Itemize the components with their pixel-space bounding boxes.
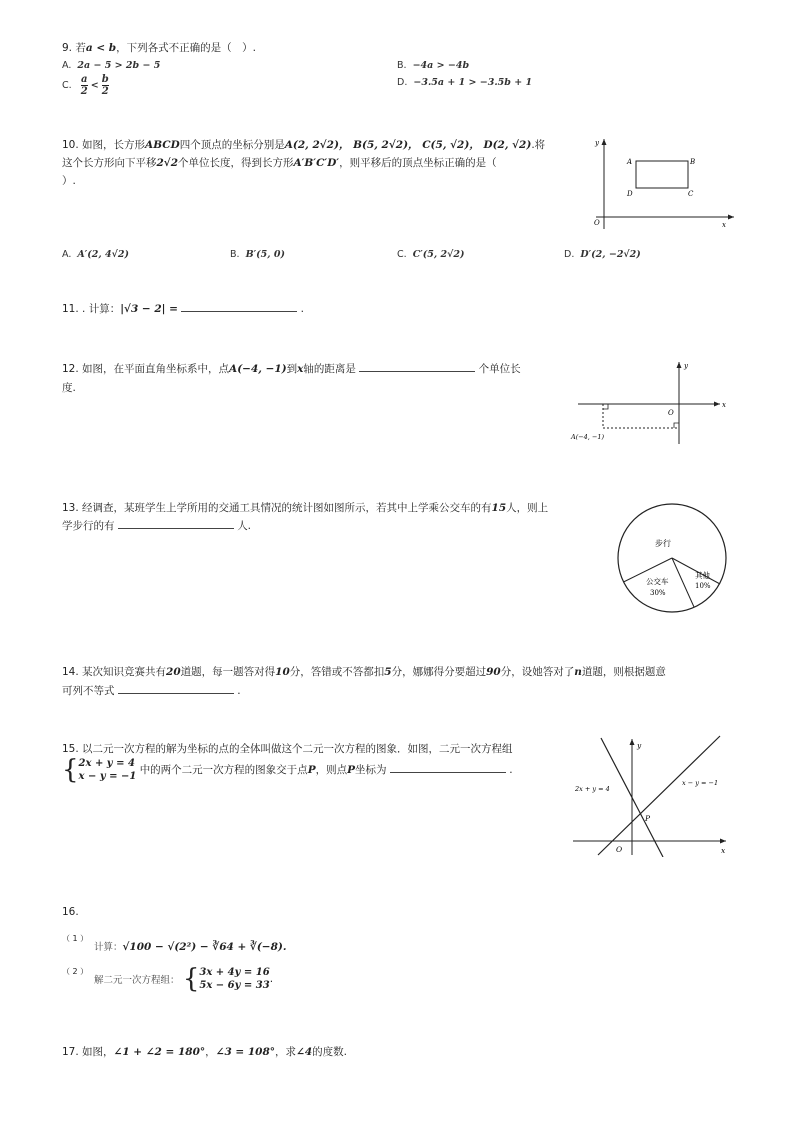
q10-figure: [582, 133, 742, 233]
origin-label: O: [668, 409, 674, 417]
y-axis-label: y: [595, 139, 599, 147]
q10-option-b[interactable]: B. B′(5, 0): [230, 249, 285, 260]
q16-number: 16.: [62, 906, 79, 918]
vertex-d-label: D: [627, 190, 633, 198]
q10-option-c[interactable]: C. C′(5, 2√2): [397, 249, 465, 260]
q17: 17. 如图，∠1 + ∠2 = 180°，∠3 = 108°，求∠4的度数.: [62, 1046, 347, 1058]
q10-line2: 这个长方形向下平移2√2个单位长度，得到长方形A′B′C′D′，则平移后的顶点坐标正确的是（: [62, 157, 497, 169]
point-a-label: A(−4, −1): [571, 433, 605, 441]
q13-answer-blank[interactable]: [118, 518, 234, 529]
q14-line1: 14. 某次知识竞赛共有20道题，每一题答对得10分，答错或不答都扣5分，娜娜得分要超过90分，设她答对了n道题，则根据题意: [62, 666, 666, 678]
q10-option-d[interactable]: D. D′(2, −2√2): [564, 249, 641, 260]
y-axis-label: y: [684, 362, 688, 370]
bus-label: 公交车: [646, 577, 669, 586]
q14-answer-blank[interactable]: [118, 683, 234, 694]
x-axis-label: x: [722, 401, 726, 409]
origin-label: O: [616, 845, 623, 854]
q10-line3: ）.: [62, 175, 76, 187]
other-percent: 10%: [695, 582, 711, 590]
q16-part1: 计算：√100 − √(2²) − ∛64 + ∛(−8).: [94, 941, 287, 953]
vertex-a-label: A: [627, 158, 633, 166]
q16-part2-label: （ 2 ）: [62, 967, 89, 976]
origin-label: O: [594, 219, 600, 227]
vertex-c-label: C: [688, 190, 694, 198]
q16-part1-label: （ 1 ）: [62, 934, 89, 943]
q10-line1: 10. 如图，长方形ABCD四个顶点的坐标分别是A(2, 2√2)， B(5, 2√2)， C(5, √2)， D(2, √2).将: [62, 139, 546, 151]
q9-stem: 9. 若a < b，下列各式不正确的是（ ）.: [62, 42, 256, 54]
q13-line2: 学步行的有 人.: [62, 520, 252, 532]
q12-line1: 12. 如图，在平面直角坐标系中，点A(−4, −1)到x轴的距离是 个单位长: [62, 363, 521, 375]
q9-option-b[interactable]: B. −4a > −4b: [397, 60, 470, 71]
q9-option-c[interactable]: C. $\frac{a}{2}$ < $\frac{b}{2}$: [62, 74, 109, 97]
q15-line1: 15. 以二元一次方程的解为坐标的点的全体叫做这个二元一次方程的图象．如图，二元一次方程组: [62, 743, 513, 755]
q10-option-a[interactable]: A. A′(2, 4√2): [62, 249, 129, 260]
q9-option-d[interactable]: D. −3.5a + 1 > −3.5b + 1: [397, 77, 533, 88]
q12-answer-blank[interactable]: [359, 361, 475, 372]
q16-part2: 解二元一次方程组： { 3x + 4y = 16 5x − 6y = 33 .: [94, 964, 274, 994]
line1-label: 2x + y = 4: [575, 785, 610, 793]
q11: 11. . 计算：|√3 − 2| = .: [62, 303, 304, 315]
q12-figure: [568, 356, 738, 452]
q11-answer-blank[interactable]: [181, 301, 297, 312]
y-axis-label: y: [637, 741, 642, 750]
other-label: 其他: [695, 571, 710, 580]
point-p-label: P: [645, 814, 651, 823]
walk-label: 步行: [655, 539, 671, 548]
q14-line2: 可列不等式 .: [62, 685, 241, 697]
vertex-b-label: B: [690, 158, 696, 166]
bus-percent: 30%: [650, 589, 666, 597]
equation-system: { 2x + y = 4 x − y = −1: [62, 755, 137, 785]
q12-line2: 度.: [62, 382, 76, 394]
q15-line2: { 2x + y = 4 x − y = −1 中的两个二元一次方程的图象交于点P，则点P坐标为 .: [62, 755, 513, 785]
line2-label: x − y = −1: [682, 779, 719, 787]
fraction-a-over-2: $\frac{a}{2}$: [80, 74, 88, 97]
q15-figure: [568, 733, 738, 857]
q13-line1: 13. 经调查，某班学生上学所用的交通工具情况的统计图如图所示，若其中上学乘公交车的有15人，则上: [62, 502, 549, 514]
equation-system: { 3x + 4y = 16 5x − 6y = 33: [182, 964, 270, 994]
q15-answer-blank[interactable]: [390, 762, 506, 773]
x-axis-label: x: [721, 846, 726, 855]
q13-pie-figure: [610, 500, 760, 618]
x-axis-label: x: [722, 221, 726, 229]
fraction-b-over-2: $\frac{b}{2}$: [101, 74, 109, 97]
q9-option-a[interactable]: A. 2a − 5 > 2b − 5: [62, 60, 161, 71]
